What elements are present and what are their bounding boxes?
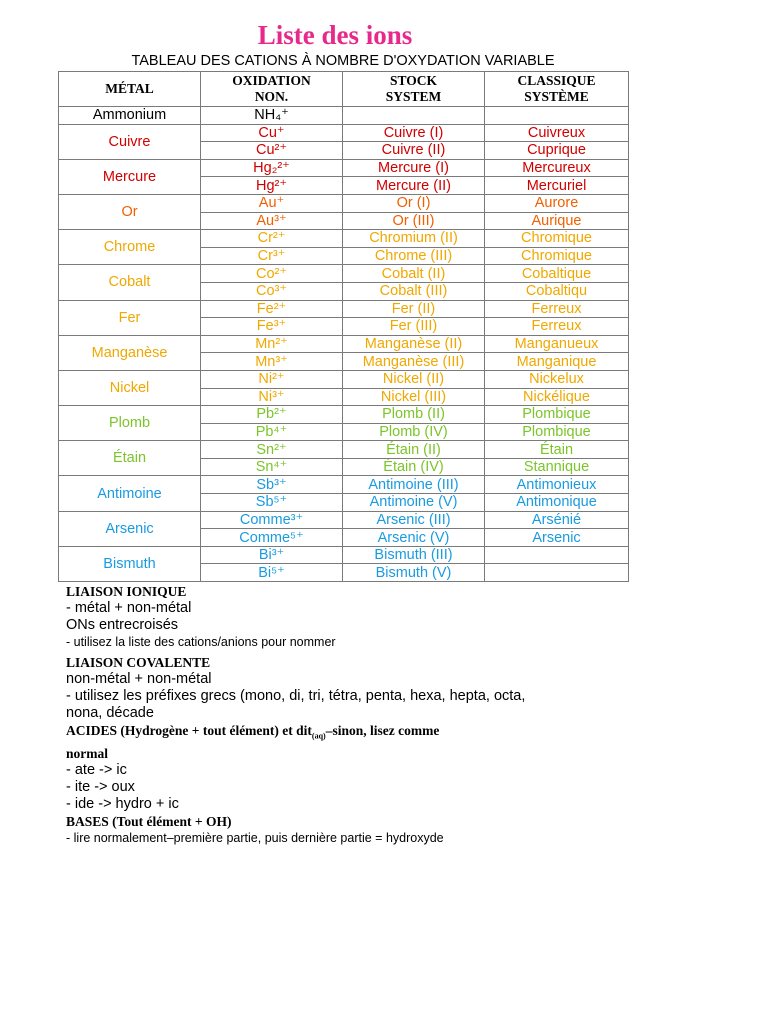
metal-cell: Nickel bbox=[59, 370, 201, 405]
stock-name-cell: Nickel (III) bbox=[343, 388, 485, 406]
ion-cell: Fe³⁺ bbox=[201, 318, 343, 336]
metal-cell: Cuivre bbox=[59, 124, 201, 159]
metal-cell: Ammonium bbox=[59, 107, 201, 125]
stock-name-cell: Cuivre (II) bbox=[343, 142, 485, 160]
covalent-heading: LIAISON COVALENTE bbox=[66, 655, 211, 670]
table-row bbox=[59, 476, 629, 494]
metal-cell: Bismuth bbox=[59, 546, 201, 581]
stock-name-cell: Arsenic (V) bbox=[343, 529, 485, 547]
table-row bbox=[59, 124, 629, 142]
table-row bbox=[59, 159, 629, 177]
ion-cell: Sn²⁺ bbox=[201, 441, 343, 459]
table-row bbox=[59, 441, 629, 459]
ion-cell: Ni²⁺ bbox=[201, 370, 343, 388]
ionic-line-3: - utilisez la liste des cations/anions pour nommer bbox=[66, 635, 336, 649]
ion-cell: NH₄⁺ bbox=[201, 107, 343, 125]
covalent-line-3: nona, décade bbox=[66, 705, 154, 721]
metal-cell: Chrome bbox=[59, 230, 201, 265]
classic-name-cell: Manganique bbox=[485, 353, 629, 371]
stock-name-cell: Or (III) bbox=[343, 212, 485, 230]
table-row bbox=[59, 230, 629, 248]
ion-cell: Pb²⁺ bbox=[201, 406, 343, 424]
stock-name-cell: Mercure (II) bbox=[343, 177, 485, 195]
stock-name-cell: Plomb (IV) bbox=[343, 423, 485, 441]
ionic-line-2: ONs entrecroisés bbox=[66, 617, 179, 633]
ion-cell: Au³⁺ bbox=[201, 212, 343, 230]
classic-name-cell bbox=[485, 107, 629, 125]
table-row bbox=[59, 107, 629, 125]
ion-cell: Sn⁴⁺ bbox=[201, 458, 343, 476]
bases-line-1: - lire normalement–première partie, puis dernière partie = hydroxyde bbox=[66, 830, 444, 845]
classic-name-cell: Manganueux bbox=[485, 335, 629, 353]
stock-name-cell: Antimoine (III) bbox=[343, 476, 485, 494]
ion-cell: Cu²⁺ bbox=[201, 142, 343, 160]
stock-name-cell: Chrome (III) bbox=[343, 247, 485, 265]
classic-name-cell: Arsénié bbox=[485, 511, 629, 529]
ion-cell: Co³⁺ bbox=[201, 282, 343, 300]
ion-cell: Bi⁵⁺ bbox=[201, 564, 343, 582]
stock-name-cell bbox=[343, 107, 485, 125]
classic-name-cell: Ferreux bbox=[485, 300, 629, 318]
classic-name-cell: Ferreux bbox=[485, 318, 629, 336]
table-row bbox=[59, 194, 629, 212]
stock-name-cell: Chromium (II) bbox=[343, 230, 485, 248]
classic-name-cell: Étain bbox=[485, 441, 629, 459]
ionic-heading: LIAISON IONIQUE bbox=[66, 584, 187, 599]
stock-name-cell: Bismuth (V) bbox=[343, 564, 485, 582]
classic-name-cell: Cuprique bbox=[485, 142, 629, 160]
stock-name-cell: Fer (II) bbox=[343, 300, 485, 318]
stock-name-cell: Arsenic (III) bbox=[343, 511, 485, 529]
header-classic: CLASSIQUE SYSTÈME bbox=[485, 72, 629, 107]
classic-name-cell: Cuivreux bbox=[485, 124, 629, 142]
ion-cell: Mn³⁺ bbox=[201, 353, 343, 371]
ion-cell: Comme³⁺ bbox=[201, 511, 343, 529]
table-row bbox=[59, 335, 629, 353]
metal-cell: Or bbox=[59, 194, 201, 229]
classic-name-cell: Mercuriel bbox=[485, 177, 629, 195]
classic-name-cell: Aurore bbox=[485, 194, 629, 212]
table-row bbox=[59, 370, 629, 388]
classic-name-cell: Aurique bbox=[485, 212, 629, 230]
metal-cell: Fer bbox=[59, 300, 201, 335]
metal-cell: Antimoine bbox=[59, 476, 201, 511]
acids-line-2: - ite -> oux bbox=[66, 778, 135, 795]
acids-line-3: - ide -> hydro + ic bbox=[66, 795, 179, 812]
stock-name-cell: Fer (III) bbox=[343, 318, 485, 336]
stock-name-cell: Étain (II) bbox=[343, 441, 485, 459]
ion-cell: Au⁺ bbox=[201, 194, 343, 212]
metal-cell: Étain bbox=[59, 441, 201, 476]
classic-name-cell: Plombique bbox=[485, 406, 629, 424]
ion-cell: Ni³⁺ bbox=[201, 388, 343, 406]
classic-name-cell bbox=[485, 546, 629, 564]
header-metal: MÉTAL bbox=[59, 72, 201, 107]
stock-name-cell: Manganèse (II) bbox=[343, 335, 485, 353]
metal-cell: Cobalt bbox=[59, 265, 201, 300]
stock-name-cell: Manganèse (III) bbox=[343, 353, 485, 371]
metal-cell: Manganèse bbox=[59, 335, 201, 370]
ion-cell: Bi³⁺ bbox=[201, 546, 343, 564]
classic-name-cell: Cobaltiqu bbox=[485, 282, 629, 300]
ion-cell: Fe²⁺ bbox=[201, 300, 343, 318]
stock-name-cell: Plomb (II) bbox=[343, 406, 485, 424]
stock-name-cell: Étain (IV) bbox=[343, 458, 485, 476]
classic-name-cell bbox=[485, 564, 629, 582]
classic-name-cell: Cobaltique bbox=[485, 265, 629, 283]
stock-name-cell: Cobalt (III) bbox=[343, 282, 485, 300]
classic-name-cell: Nickelux bbox=[485, 370, 629, 388]
stock-name-cell: Or (I) bbox=[343, 194, 485, 212]
ion-cell: Cr³⁺ bbox=[201, 247, 343, 265]
table-row bbox=[59, 546, 629, 564]
metal-cell: Mercure bbox=[59, 159, 201, 194]
ion-cell: Pb⁴⁺ bbox=[201, 423, 343, 441]
ion-cell: Co²⁺ bbox=[201, 265, 343, 283]
header-stock: STOCK SYSTEM bbox=[343, 72, 485, 107]
stock-name-cell: Mercure (I) bbox=[343, 159, 485, 177]
table-row bbox=[59, 511, 629, 529]
stock-name-cell: Nickel (II) bbox=[343, 370, 485, 388]
covalent-line-2: - utilisez les préfixes grecs (mono, di, tri, tétra, penta, hexa, hepta, octa, bbox=[66, 688, 526, 704]
ion-cell: Cr²⁺ bbox=[201, 230, 343, 248]
metal-cell: Plomb bbox=[59, 406, 201, 441]
stock-name-cell: Antimoine (V) bbox=[343, 494, 485, 512]
classic-name-cell: Mercureux bbox=[485, 159, 629, 177]
acids-heading-cont: normal bbox=[66, 745, 108, 761]
ionic-line-1: - métal + non-métal bbox=[66, 600, 192, 616]
stock-name-cell: Bismuth (III) bbox=[343, 546, 485, 564]
ion-cell: Comme⁵⁺ bbox=[201, 529, 343, 547]
ion-cell: Mn²⁺ bbox=[201, 335, 343, 353]
covalent-line-1: non-métal + non-métal bbox=[66, 671, 212, 687]
bases-heading: BASES (Tout élément + OH) bbox=[66, 813, 232, 829]
classic-name-cell: Antimonique bbox=[485, 494, 629, 512]
table-subtitle: TABLEAU DES CATIONS À NOMBRE D'OXYDATION VARIABLE bbox=[131, 53, 555, 69]
ion-cell: Hg₂²⁺ bbox=[201, 159, 343, 177]
cations-table bbox=[58, 71, 629, 582]
classic-name-cell: Stannique bbox=[485, 458, 629, 476]
page-title: Liste des ions bbox=[257, 20, 413, 50]
metal-cell: Arsenic bbox=[59, 511, 201, 546]
classic-name-cell: Chromique bbox=[485, 247, 629, 265]
classic-name-cell: Nickélique bbox=[485, 388, 629, 406]
ion-cell: Cu⁺ bbox=[201, 124, 343, 142]
classic-name-cell: Plombique bbox=[485, 423, 629, 441]
table-row bbox=[59, 406, 629, 424]
notes-section bbox=[66, 583, 666, 846]
ion-cell: Hg²⁺ bbox=[201, 177, 343, 195]
stock-name-cell: Cobalt (II) bbox=[343, 265, 485, 283]
classic-name-cell: Arsenic bbox=[485, 529, 629, 547]
header-oxidation: OXIDATION NON. bbox=[201, 72, 343, 107]
acids-heading: ACIDES (Hydrogène + tout élément) et dit$_{(aq)}$–sinon, lisez comme bbox=[66, 723, 440, 741]
ion-cell: Sb⁵⁺ bbox=[201, 494, 343, 512]
table-body bbox=[59, 107, 629, 582]
table-row bbox=[59, 265, 629, 283]
stock-name-cell: Cuivre (I) bbox=[343, 124, 485, 142]
table-header-row bbox=[59, 72, 629, 107]
classic-name-cell: Chromique bbox=[485, 230, 629, 248]
classic-name-cell: Antimonieux bbox=[485, 476, 629, 494]
ion-cell: Sb³⁺ bbox=[201, 476, 343, 494]
table-row bbox=[59, 300, 629, 318]
acids-line-1: - ate -> ic bbox=[66, 761, 127, 778]
